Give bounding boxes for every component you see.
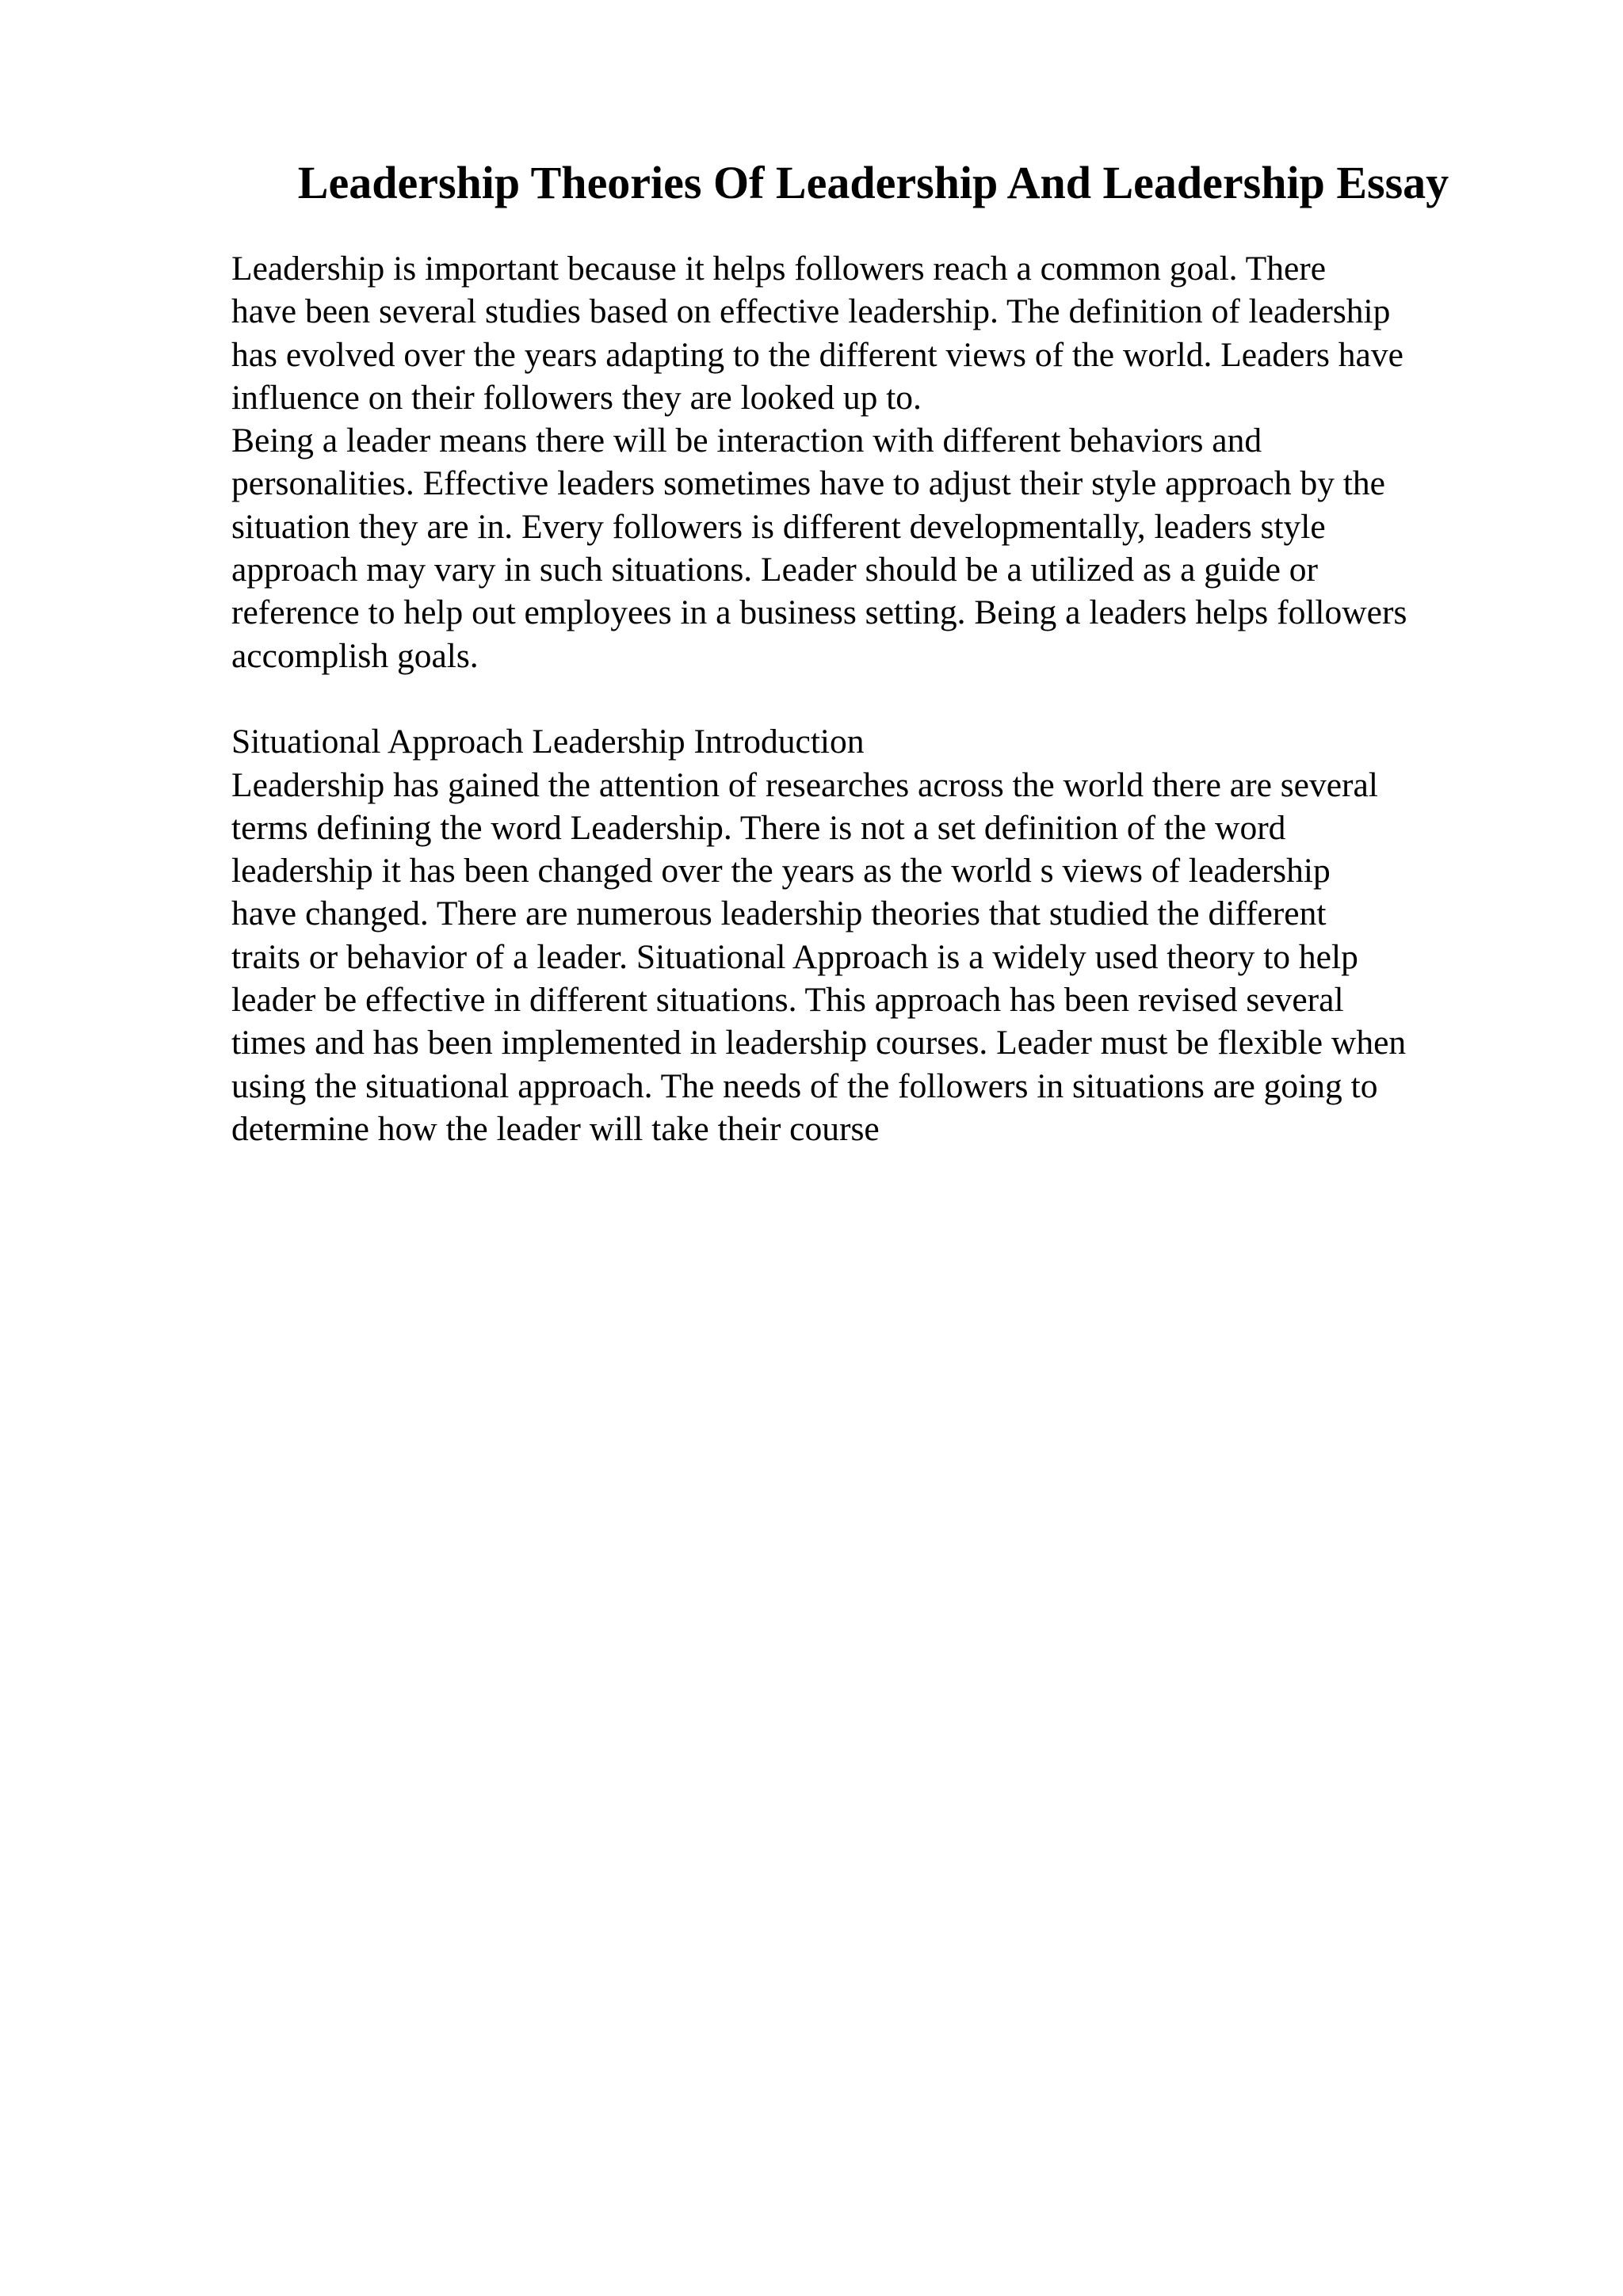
text-line: approach may vary in such situations. Leader should be a utilized as a guide or xyxy=(231,551,1319,589)
text-line: reference to help out employees in a business setting. Being a leaders helps followers xyxy=(231,593,1407,632)
document-body xyxy=(231,247,1515,1150)
text-line: personalities. Effective leaders sometimes have to adjust their style approach by the xyxy=(231,464,1385,503)
text-line: Leadership has gained the attention of researches across the world there are several xyxy=(231,765,1378,804)
text-line: using the situational approach. The needs of the followers in situations are going to xyxy=(231,1066,1378,1105)
section-heading: Situational Approach Leadership Introduction xyxy=(231,723,865,761)
text-line: times and has been implemented in leadership courses. Leader must be flexible when xyxy=(231,1024,1407,1062)
text-line: Leadership is important because it helps followers reach a common goal. There xyxy=(231,250,1327,288)
text-line: have changed. There are numerous leadership theories that studied the different xyxy=(231,894,1327,933)
document-title: Leadership Theories Of Leadership And Leadership Essay xyxy=(297,157,1449,208)
paragraph-intro xyxy=(231,247,1515,419)
text-line: traits or behavior of a leader. Situational Approach is a widely used theory to help xyxy=(231,937,1358,976)
text-line: Being a leader means there will be interaction with different behaviors and xyxy=(231,421,1262,460)
text-line: has evolved over the years adapting to the different views of the world. Leaders have xyxy=(231,335,1403,374)
text-line: have been several studies based on effective leadership. The definition of leadership xyxy=(231,292,1391,331)
text-line: situation they are in. Every followers is different developmentally, leaders style xyxy=(231,507,1326,546)
text-line: terms defining the word Leadership. There is not a set definition of the word xyxy=(231,808,1286,847)
paragraph-spacer xyxy=(231,677,1515,720)
text-line: leader be effective in different situations. This approach has been revised several xyxy=(231,981,1344,1020)
text-line: determine how the leader will take their course xyxy=(231,1109,880,1148)
paragraph-situational-approach xyxy=(231,764,1515,1151)
paragraph-leader-behaviors xyxy=(231,419,1515,677)
text-line: influence on their followers they are looked up to. xyxy=(231,378,922,417)
text-line: accomplish goals. xyxy=(231,636,479,675)
text-line: leadership it has been changed over the years as the world s views of leadership xyxy=(231,852,1331,891)
